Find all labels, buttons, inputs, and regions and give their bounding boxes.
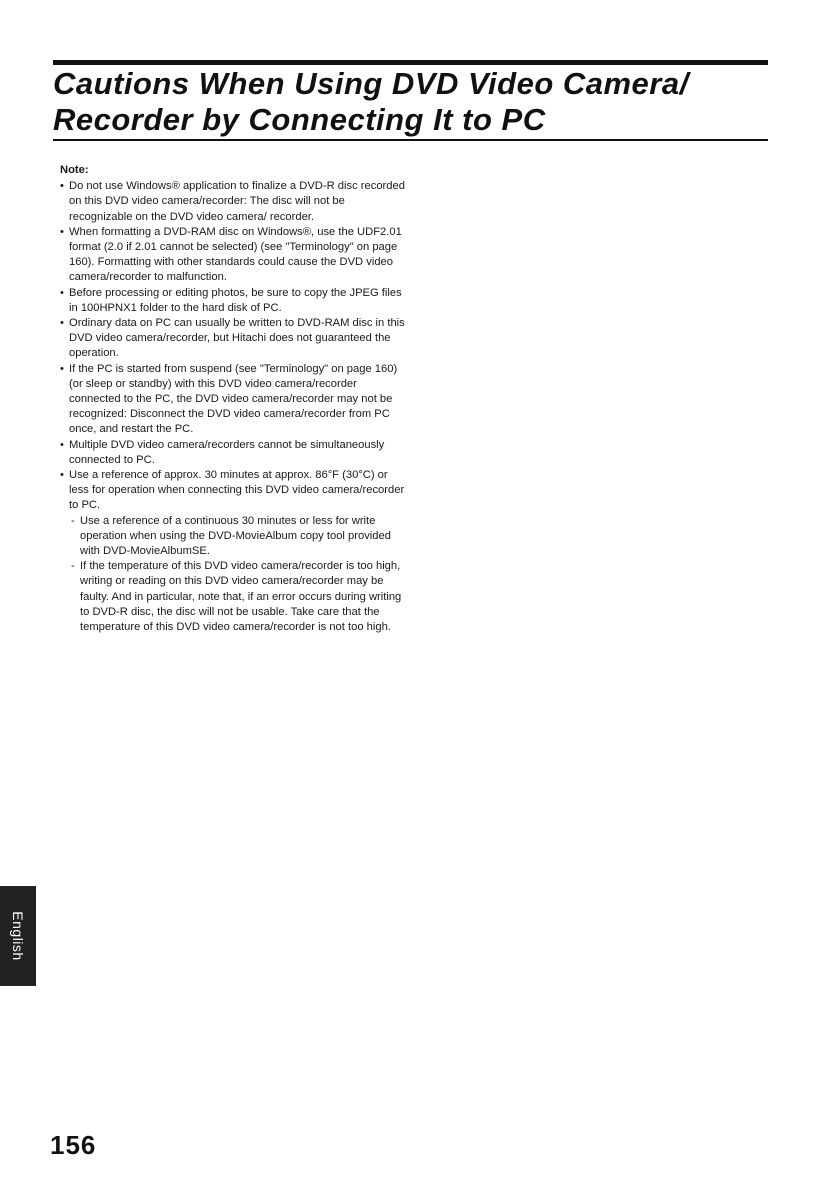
title-underline-rule	[53, 139, 768, 141]
note-label: Note:	[60, 164, 89, 176]
note-sub-item: - If the temperature of this DVD video camera/recorder is too high, writing or reading on this DVD video camera/recorder may be faulty. And in particular, note that, if an error occurs during writing to DVD-R disc, the disc will not be usable. Take care that the temperature of this DVD video camera/recorder is not too high.	[69, 559, 405, 635]
note-item: • Before processing or editing photos, be sure to copy the JPEG files in 100HPNX1 folder to the hard disk of PC.	[60, 286, 405, 316]
note-item: • If the PC is started from suspend (see "Terminology" on page 160) (or sleep or standby) with this DVD video camera/recorder connected to the PC, the DVD video camera/recorder may not be recognized: Disconnect the DVD video camera/recorder from PC once, and restart the PC.	[60, 362, 405, 438]
note-list	[60, 179, 405, 635]
header-rule-thick	[53, 60, 768, 65]
page-title-line-1: Cautions When Using DVD Video Camera/	[53, 66, 689, 101]
note-item: • Multiple DVD video camera/recorders cannot be simultaneously connected to PC.	[60, 438, 405, 468]
page-title	[53, 66, 768, 138]
note-item-text: Use a reference of approx. 30 minutes at approx. 86°F (30°C) or less for operation when connecting this DVD video camera/recorder to PC.	[69, 469, 405, 512]
note-section	[60, 163, 405, 635]
note-item: • Ordinary data on PC can usually be written to DVD-RAM disc in this DVD video camera/recorder, but Hitachi does not guaranteed the operation.	[60, 316, 405, 362]
note-sub-list	[69, 514, 405, 636]
language-tab-label: English	[10, 911, 26, 961]
note-item-temperature	[60, 468, 405, 635]
note-item: • Do not use Windows® application to finalize a DVD-R disc recorded on this DVD video camera/recorder: The disc will not be recognizable on the DVD video camera/ recorder.	[60, 179, 405, 225]
page-title-line-2: Recorder by Connecting It to PC	[53, 102, 546, 137]
note-item: • When formatting a DVD-RAM disc on Windows®, use the UDF2.01 format (2.0 if 2.01 cannot be selected) (see "Terminology" on page 160). Formatting with other standards could cause the DVD video camera/recorder to malfunction.	[60, 225, 405, 286]
page-number: 156	[50, 1130, 97, 1160]
note-sub-item: - Use a reference of a continuous 30 minutes or less for write operation when using the DVD-MovieAlbum copy tool provided with DVD-MovieAlbumSE.	[69, 514, 405, 560]
language-tab	[0, 886, 36, 986]
